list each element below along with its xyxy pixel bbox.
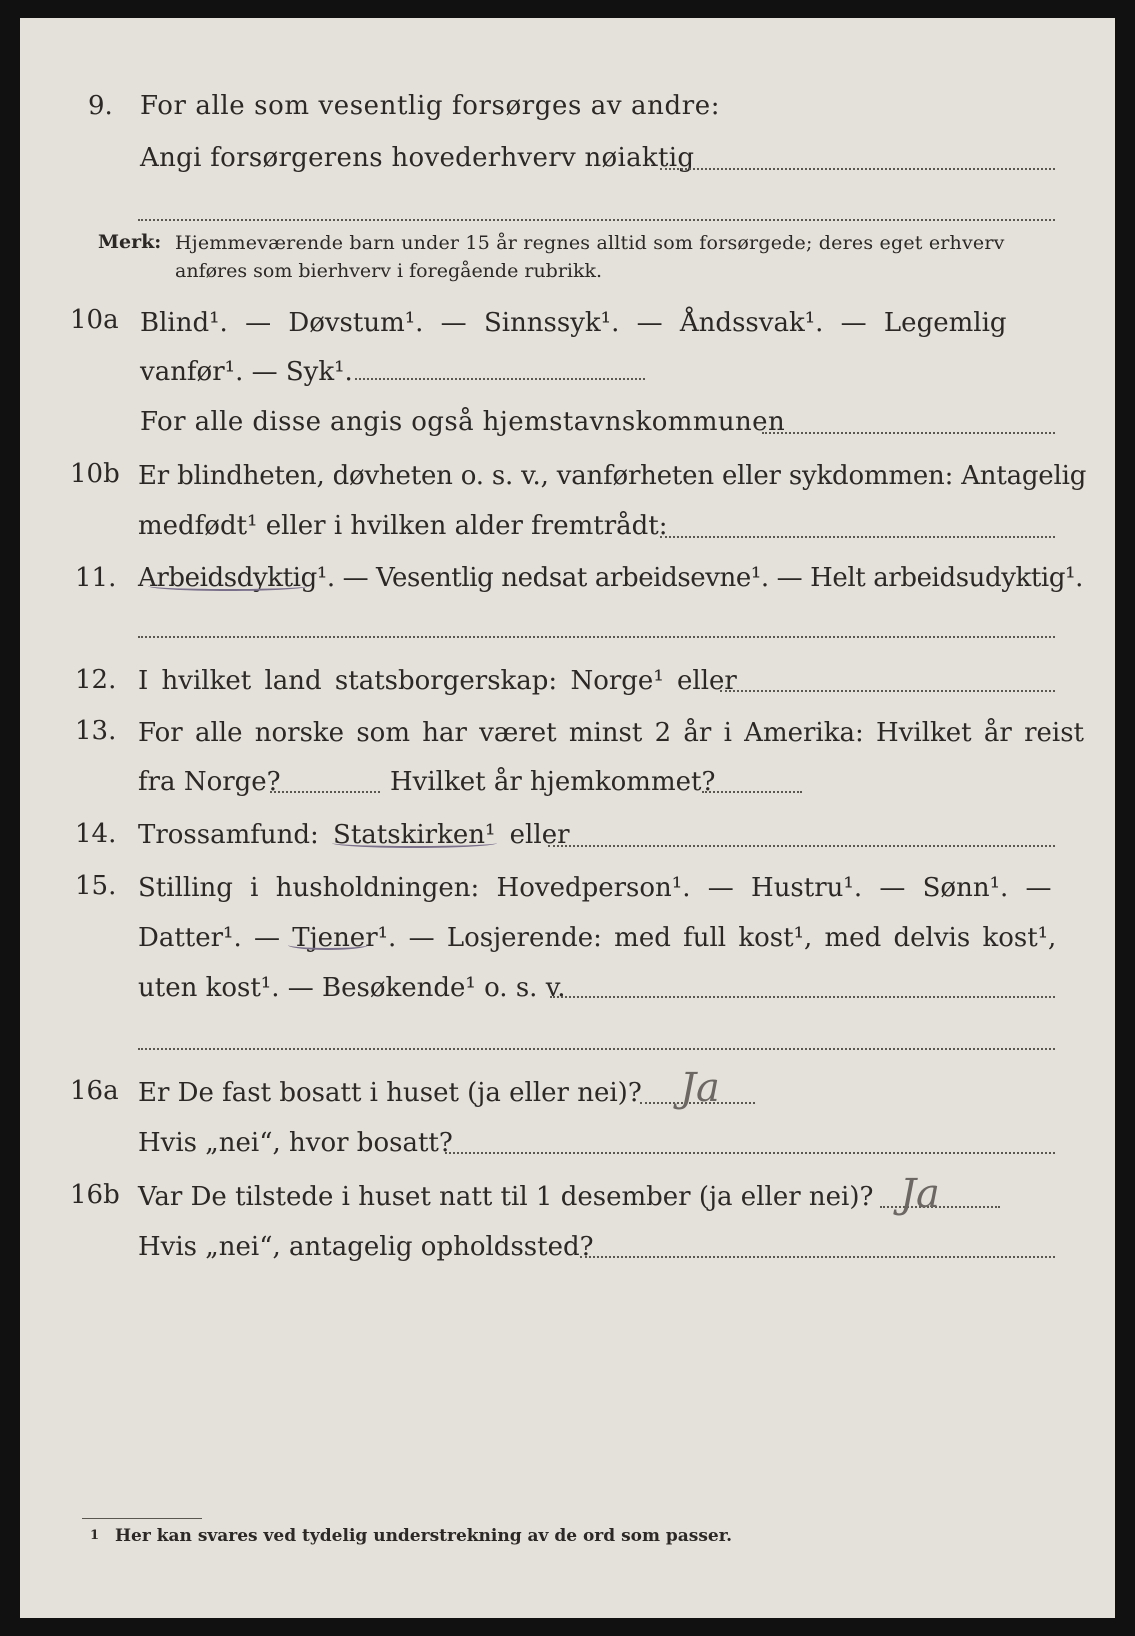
q9-line1: For alle som vesentlig forsørges av andre: bbox=[140, 91, 721, 121]
q13-number: 13. bbox=[75, 716, 117, 746]
q15-line3: uten kost¹. — Besøkende¹ o. s. v. bbox=[138, 973, 566, 1003]
q10b-line2: medfødt¹ eller i hvilken alder fremtrådt: bbox=[138, 511, 668, 541]
q10b-number: 10b bbox=[70, 459, 120, 489]
q13-line2a: fra Norge? bbox=[138, 767, 281, 797]
q10a-answer-line[interactable] bbox=[355, 378, 645, 380]
q10a-line3: For alle disse angis også hjemstavnskommunen bbox=[140, 407, 786, 437]
footnote-rule bbox=[82, 1518, 202, 1519]
q12-number: 12. bbox=[75, 665, 117, 695]
q16a-number: 16a bbox=[70, 1076, 119, 1106]
q10a-line1: Blind¹. — Døvstum¹. — Sinnssyk¹. — Åndssvak¹. — Legemlig bbox=[140, 308, 1007, 338]
q16b-handwritten-answer[interactable]: Ja bbox=[900, 1171, 940, 1217]
q14-underline-mark bbox=[332, 838, 497, 848]
q9-line2: Angi forsørgerens hovederhverv nøiaktig bbox=[140, 143, 695, 173]
merk-line1: Hjemmeværende barn under 15 år regnes alltid som forsørgede; deres eget erhverv bbox=[175, 232, 1005, 254]
q11-answer-line[interactable] bbox=[138, 636, 1055, 638]
q13-line1: For alle norske som har været minst 2 år i Amerika: Hvilket år reist bbox=[138, 718, 1084, 748]
q16b-line2: Hvis „nei“, antagelig opholdssted? bbox=[138, 1232, 594, 1262]
q12-answer-line[interactable] bbox=[720, 690, 1055, 692]
q15-number: 15. bbox=[75, 871, 117, 901]
q16a-handwritten-answer[interactable]: Ja bbox=[680, 1065, 720, 1111]
q15-underline-mark bbox=[288, 940, 368, 950]
q13-line2b: Hvilket år hjemkommet? bbox=[390, 767, 716, 797]
census-form-page bbox=[20, 18, 1115, 1618]
q10b-line1: Er blindheten, døvheten o. s. v., vanførheten eller sykdommen: Antagelig bbox=[138, 461, 1087, 491]
q13-reist-line[interactable] bbox=[270, 791, 380, 793]
q16a-line2: Hvis „nei“, hvor bosatt? bbox=[138, 1128, 453, 1158]
merk-line2: anføres som bierhverv i foregående rubrikk. bbox=[175, 260, 603, 282]
q16b-number: 16b bbox=[70, 1180, 120, 1210]
q16b-answer-line[interactable] bbox=[880, 1206, 1000, 1208]
q9-answer-line-2[interactable] bbox=[138, 219, 1055, 221]
q16a-line1: Er De fast bosatt i huset (ja eller nei)? bbox=[138, 1078, 642, 1108]
merk-label: Merk: bbox=[98, 231, 162, 253]
q14-answer-line[interactable] bbox=[548, 845, 1055, 847]
q12-line1: I hvilket land statsborgerskap: Norge¹ eller bbox=[138, 666, 737, 696]
q16b-opholdssted-line[interactable] bbox=[580, 1256, 1055, 1258]
q15-answer-line[interactable] bbox=[550, 996, 1055, 998]
q15-answer-line-2[interactable] bbox=[138, 1048, 1055, 1050]
q15-line1: Stilling i husholdningen: Hovedperson¹. — Hustru¹. — Sønn¹. — bbox=[138, 873, 1052, 903]
q11-line1: Arbeidsdyktig¹. — Vesentlig nedsat arbeidsevne¹. — Helt arbeidsudyktig¹. bbox=[138, 563, 1083, 593]
q11-underline-mark bbox=[148, 581, 308, 591]
q14-line1: Trossamfund: Statskirken¹ eller bbox=[138, 820, 570, 850]
q11-number: 11. bbox=[75, 563, 117, 593]
q10a-number: 10a bbox=[70, 305, 119, 335]
footnote-text: Her kan svares ved tydelig understrekning av de ord som passer. bbox=[115, 1526, 733, 1546]
q14-number: 14. bbox=[75, 819, 117, 849]
footnote-mark: 1 bbox=[90, 1528, 100, 1543]
q15-line2: Datter¹. — Tjener¹. — Losjerende: med full kost¹, med delvis kost¹, bbox=[138, 923, 1057, 953]
q9-answer-line[interactable] bbox=[660, 168, 1055, 170]
q10a-kommune-line[interactable] bbox=[762, 432, 1055, 434]
q16a-bosatt-line[interactable] bbox=[445, 1152, 1055, 1154]
q10a-line2: vanfør¹. — Syk¹. bbox=[140, 357, 353, 387]
q16b-line1: Var De tilstede i huset natt til 1 desember (ja eller nei)? bbox=[138, 1182, 874, 1212]
q10b-answer-line[interactable] bbox=[660, 536, 1055, 538]
q13-hjemkommet-line[interactable] bbox=[702, 791, 802, 793]
q9-number: 9. bbox=[88, 91, 113, 121]
